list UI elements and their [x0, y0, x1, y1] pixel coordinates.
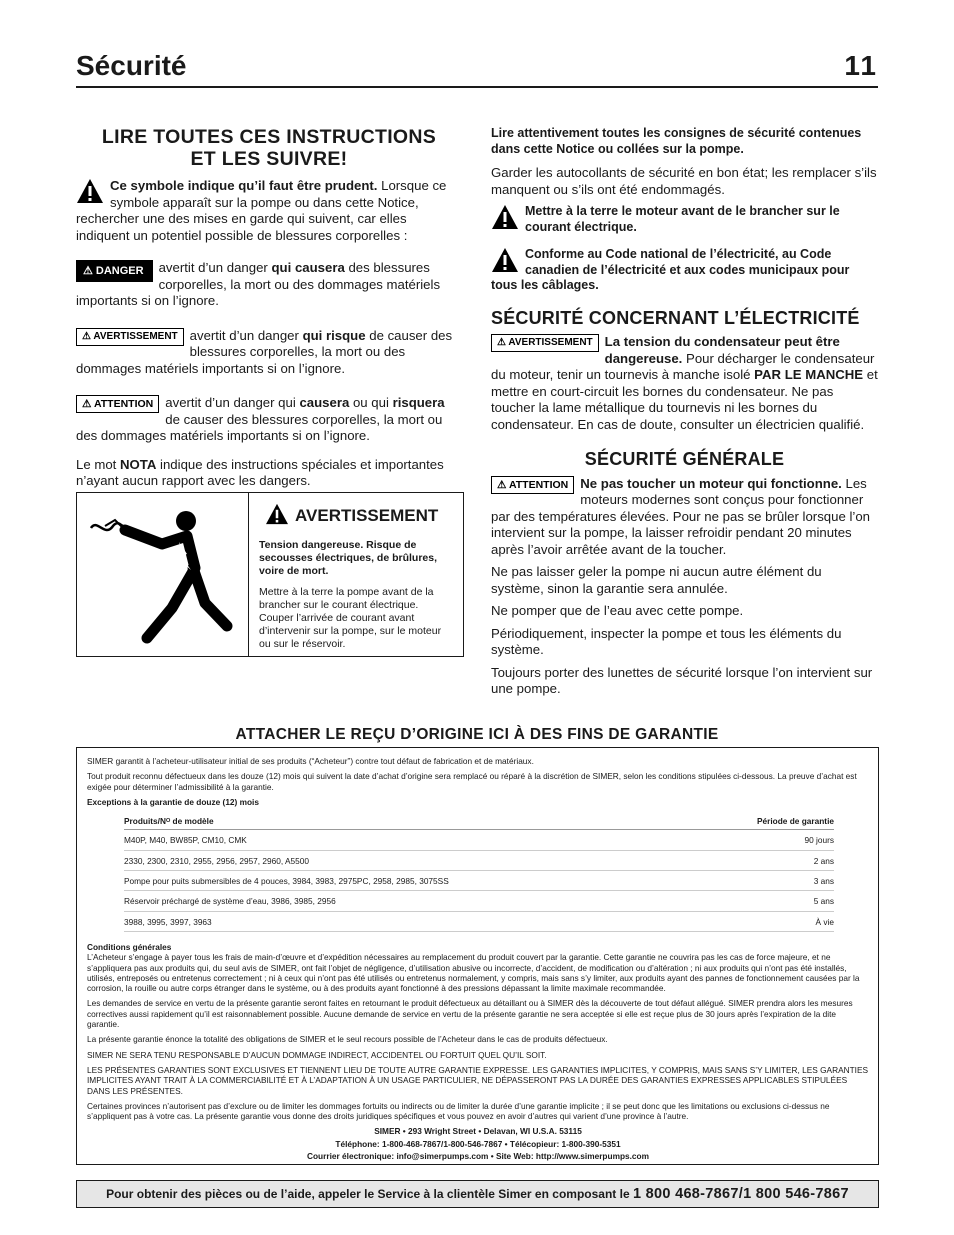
table-row: Réservoir préchargé de système d’eau, 3986, 3985, 2956 5 ans	[124, 891, 834, 911]
right-column	[491, 126, 878, 704]
table-row: M40P, M40, BW85P, CM10, CMK 90 jours	[124, 830, 834, 850]
table-row: 3988, 3995, 3997, 3963 À vie	[124, 911, 834, 931]
attention-badge: ⚠ ATTENTION	[491, 476, 574, 494]
conditions-text: Certaines provinces n’autorisent pas d’exclure ou de limiter les dommages fortuits ou indirects ou de limiter la durée d’une garantie implicite ; il se peut donc que les limitations ou exclusions ci-dessus ne s’appliquent pas à votre cas. La présente garantie vous donne des droits juridiques spécifiques et vous pouvez en avoir d’autres qui varient d’une province à l’autre.	[87, 1100, 830, 1122]
conditions-text: SIMER NE SERA TENU RESPONSABLE D’AUCUN DOMMAGE INDIRECT, ACCIDENTEL OU FORTUIT QUEL QU’IL SOIT.	[87, 1049, 547, 1060]
nota-paragraph: Le mot NOTA indique des instructions spéciales et importantes n’ayant aucun rapport avec les dangers.	[76, 456, 444, 488]
header-rule	[76, 86, 878, 88]
warranty-defect: Tout produit reconnu défectueux dans les douze (12) mois qui suivent la date d’achat d’origine sera remplacé ou réparé à la discrétion de SIMER, selon les conditions stipulées ci-dessous. La preuve d’achat est exigée pour déterminer l’admissibilité à la garantie.	[87, 771, 857, 792]
table-row: 2330, 2300, 2310, 2955, 2956, 2957, 2960, A5500 2 ans	[124, 850, 834, 870]
conditions-text: L’Acheteur s’engage à payer tous les frais de main-d’œuvre et d’expédition nécessaires au remplacement du produit couvert par la garantie. Cette garantie ne couvrira pas les cas de force majeure, et ne s’appliquera pas aux produits qui, du seul avis de SIMER, ont fait l’objet de négligence, d’utilisation abusive ou incorrecte, d’accident, de modification ou d’altération ; ni aux produits qui n’ont pas été installés, utilisés, entreposés ou entretenus correctement ; ni à ceux qui n’ont pas été utilisés ou entretenus normalement, y compris, mais sans s’y limiter, aux produits ayant des pannes de fonctionnement causées par la corrosion, la rouille ou autre corps étranger dans le système, ou à des produits ayant fonctionné à des pressions dépassant la limite maximale recommandée.	[87, 952, 860, 994]
warning-triangle-icon	[491, 247, 519, 273]
simer-email: Courrier électronique: info@simerpumps.com • Site Web: http://www.simerpumps.com	[307, 1151, 649, 1162]
instructions-heading: LIRE TOUTES CES INSTRUCTIONS ET LES SUIVRE!	[101, 126, 437, 170]
water-paragraph: Ne pomper que de l’eau avec cette pompe.	[491, 603, 744, 618]
avertissement-badge: ⚠ AVERTISSEMENT	[491, 334, 599, 352]
danger-badge: ⚠ DANGER	[76, 260, 153, 282]
conditions-text: Les demandes de service en vertu de la présente garantie seront faites en retournant le produit défectueux au détaillant ou à SIMER dès la découverte de tout défaut allégué. SIMER prendra alors les mesures correctives aussi rapidement qu’il est raisonnablement possible. Aucune demande de service en vertu de la présente garantie ne sera acceptée si elle est reçue plus de 30 jours après l’expiration de la dite garantie.	[87, 998, 853, 1030]
service-footer: Pour obtenir des pièces ou de l’aide, appeler le Service à la clientèle Simer en composant le 1 800 468-7867/1 800 546-7867	[76, 1180, 879, 1208]
warranty-intro: SIMER garantit à l’acheteur-utilisateur initial de ses produits (“Acheteur”) contre tout défaut de fabrication et de matériaux.	[87, 756, 534, 766]
general-paragraph: ⚠ ATTENTION Ne pas toucher un moteur qui fonctionne. Les moteurs modernes sont conçus pour fonctionner par des températures élevées. Pour ne pas se brûler lorsque l’on intervient sur la pompe, la laisser refroidir pendant 20 minutes après l’avoir arrêtée avant de la toucher.	[491, 475, 870, 557]
warranty-exceptions: Exceptions à la garantie de douze (12) mois	[87, 796, 259, 807]
table-row: Pompe pour puits submersibles de 4 pouces, 3984, 3983, 2975PC, 2958, 2985, 3075SS 3 ans	[124, 871, 834, 891]
electric-shock-icon	[87, 508, 237, 648]
warranty-table	[124, 813, 834, 932]
symbol-paragraph: Ce symbole indique qu’il faut être prudent. Lorsque ce symbole apparaît sur la pompe ou dans cette Notice, rechercher une des mises en garde qui suivent, car elles indiquent un potentiel possible de blessures corporelles :	[76, 178, 447, 243]
inspect-paragraph: Périodiquement, inspecter la pompe et tous les éléments du système.	[491, 625, 842, 657]
warranty-box	[76, 747, 879, 1165]
page-number: 11	[844, 50, 878, 81]
service-phone-number: 1 800 468-7867/1 800 546-7867	[632, 1186, 849, 1202]
warning-triangle-icon	[76, 178, 104, 204]
electricity-heading: SÉCURITÉ CONCERNANT L’ÉLECTRICITÉ	[491, 307, 860, 328]
warning-box-title: AVERTISSEMENT	[265, 503, 454, 525]
table-header-row	[124, 813, 834, 830]
ground-paragraph: Mettre à la terre le moteur avant de le brancher sur le courant électrique.	[491, 204, 878, 235]
left-column	[76, 126, 462, 496]
attention-badge: ⚠ ATTENTION	[76, 395, 159, 413]
electric-warning-box	[76, 492, 464, 657]
page-title: Sécurité	[76, 50, 187, 81]
simer-phone: Téléphone: 1-800-468-7867/1-800-546-7867 • Télécopieur: 1-800-390-5351	[335, 1138, 621, 1149]
intro-paragraph: Lire attentivement toutes les consignes de sécurité contenues dans cette Notice ou collées sur la pompe.	[491, 126, 862, 156]
avertissement-paragraph: ⚠ AVERTISSEMENT avertit d’un danger qui risque de causer des blessures corporelles, la mort ou des dommages matériels importants si on l’ignore.	[76, 327, 453, 376]
code-paragraph: Conforme au Code national de l’électricité, au Code canadien de l’électricité et aux codes municipaux pour tous les câblages.	[491, 247, 850, 292]
conditions-text: LES PRÉSENTES GARANTIES SONT EXCLUSIVES ET TIENNENT LIEU DE TOUTE AUTRE GARANTIE EXPRESSE. LES GARANTIES IMPLICITES, Y COMPRIS, MAIS SANS S’Y LIMITER, LES GARANTIES IMPLICITES AYANT TRAIT À LA COMMERCIABILITÉ ET À L’ADAPTATION À UN USAGE PARTICULIER, NE DÉPASSERONT PAS LA DURÉE DES GARANTIES EXPRESSES APPLICABLES STIPULÉES DANS LES PRÉSENTES.	[87, 1064, 869, 1096]
warning-box-bold: Tension dangereuse. Risque de secousses électriques, de brûlures, voire de mort.	[259, 539, 437, 577]
conditions-text: La présente garantie énonce la totalité des obligations de SIMER et le seul recours possible de l’Acheteur dans le cas de produits défectueux.	[87, 1034, 608, 1045]
general-heading: SÉCURITÉ GÉNÉRALE	[584, 449, 785, 469]
conditions-title: Conditions générales	[87, 941, 172, 952]
column-header: Produits/Nᴼ de modèle	[124, 813, 714, 830]
stickers-paragraph: Garder les autocollants de sécurité en bon état; les remplacer s’ils manquent ou s’ils ont été endommagés.	[491, 165, 877, 197]
electricity-paragraph: ⚠ AVERTISSEMENT La tension du condensateur peut être dangereuse. Pour décharger le condensateur du moteur, tenir un tournevis à manche isolé PAR LE MANCHE et mettre en court-circuit les bornes du condensateur. Ne pas toucher la lame métallique du tournevis ni les bornes du condensateur. En cas de doute, consulter un électricien qualifié.	[491, 334, 878, 432]
attention-paragraph: ⚠ ATTENTION avertit d’un danger qui causera ou qui risquera de causer des blessures corporelles, la mort ou des dommages matériels importants si on l’ignore.	[76, 395, 445, 443]
glasses-paragraph: Toujours porter des lunettes de sécurité lorsque l’on intervient sur une pompe.	[491, 664, 873, 696]
warning-triangle-icon	[491, 204, 519, 230]
danger-paragraph: ⚠ DANGER avertit d’un danger qui causera des blessures corporelles, la mort ou des dommages matériels importants si on l’ignore.	[76, 260, 441, 308]
freeze-paragraph: Ne pas laisser geler la pompe ni aucun autre élément du système, sinon la garantie sera annulée.	[491, 564, 822, 596]
avertissement-badge: ⚠ AVERTISSEMENT	[76, 328, 184, 346]
simer-address: SIMER • 293 Wright Street • Delavan, WI U.S.A. 53115	[374, 1126, 582, 1137]
warranty-heading: ATTACHER LE REÇU D’ORIGINE ICI À DES FINS DE GARANTIE	[235, 726, 719, 743]
warning-box-text: Mettre à la terre la pompe avant de la brancher sur le courant électrique. Couper l’arrivée de courant avant d’intervenir sur la pompe, sur le moteur ou sur le réservoir.	[259, 586, 442, 650]
warning-triangle-icon	[265, 503, 289, 525]
column-header: Période de garantie	[714, 813, 834, 830]
